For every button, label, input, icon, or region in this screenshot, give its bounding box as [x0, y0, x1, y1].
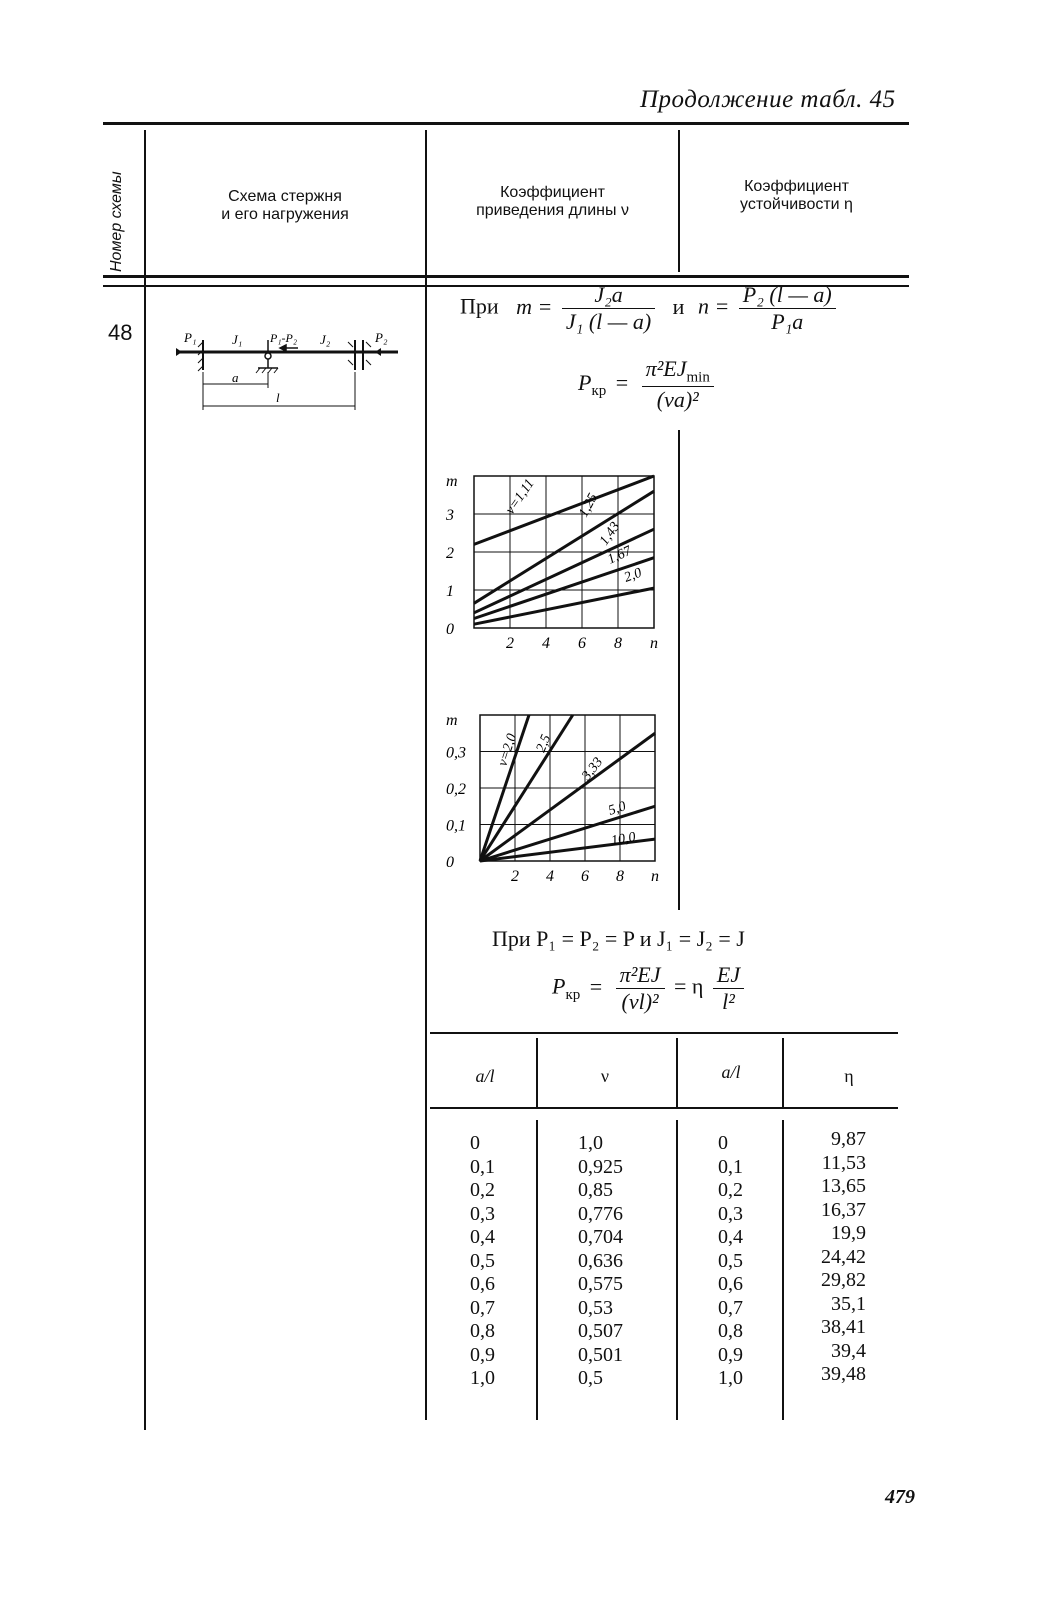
formula2-num-wrap [642, 356, 714, 387]
formula2-lhs: P [578, 369, 592, 395]
subtable-cell: 0,5 [578, 1367, 603, 1389]
formula4-den2: l² [722, 989, 735, 1014]
formula2-den: (νa)² [656, 387, 699, 413]
formula1-n-num: P₂ (l — a) [739, 282, 836, 309]
label-p1: P₁ [184, 330, 197, 345]
middle-pin [265, 353, 271, 359]
chart-nu-large [440, 460, 670, 660]
subtable-div-3 [782, 1038, 784, 1108]
subtable-cell: 38,41 [821, 1316, 866, 1338]
label-j2: J₂ [320, 332, 331, 347]
subtable-cell: 0,5 [470, 1249, 495, 1272]
subtable-cell: 0,8 [470, 1320, 495, 1342]
subtable-top-rule [430, 1032, 898, 1034]
x-tick-label: 6 [581, 868, 589, 885]
col-divider-1 [144, 130, 146, 1430]
subtable-cell: 0,2 [470, 1179, 495, 1201]
subtable-div-1b [536, 1120, 538, 1420]
x-tick-label: 4 [546, 868, 554, 885]
continuation-title: Продолжение табл. 45 [640, 86, 896, 113]
y-tick-label: 1 [446, 583, 454, 600]
subtable-header-eta: η [844, 1066, 854, 1086]
subtable-header-rule [430, 1107, 898, 1109]
subtable-cell: 0,85 [578, 1179, 613, 1201]
subtable-cell: 39,4 [831, 1339, 866, 1362]
formula1-pri: При [460, 293, 499, 319]
subtable-col-eta [814, 1128, 866, 1387]
y-tick-label: m [446, 473, 458, 490]
x-tick-label: 2 [511, 868, 519, 885]
series-label: 3,33 [579, 754, 607, 784]
subtable-cell: 1,0 [470, 1367, 495, 1389]
header-bottom-rule [103, 275, 909, 278]
beam-schematic [170, 320, 410, 420]
x-tick-label: n [651, 868, 659, 885]
y-tick-label: 0,1 [446, 817, 466, 835]
y-tick-label: m [446, 712, 458, 729]
formula1-m-eq: m = [516, 293, 553, 319]
header-scheme-line1: Схема стержня [228, 188, 342, 205]
subtable-header-nu: ν [600, 1066, 610, 1086]
subtable-cell: 0,9 [718, 1343, 743, 1366]
formula1-n-eq: n = [697, 293, 730, 319]
y-tick-label: 0,2 [446, 781, 466, 798]
formula4-eq2: = η [674, 973, 704, 999]
formula1-m-den: J₁ (l — a) [565, 309, 652, 334]
subtable-cell: 0,3 [718, 1202, 743, 1225]
subtable-cell: 9,87 [831, 1128, 866, 1150]
subtable-div-1 [536, 1038, 538, 1108]
subtable-cell: 11,53 [821, 1151, 866, 1174]
series-label: ν=1,11 [502, 476, 538, 518]
subtable-col-al-2 [718, 1132, 743, 1391]
subtable-cell: 0,2 [718, 1179, 743, 1201]
col-divider-3 [678, 130, 680, 272]
arrow-p1 [176, 348, 182, 356]
header-scheme-number: Номер схемы [108, 171, 125, 272]
subtable-cell: 0,8 [718, 1320, 743, 1342]
series-label: 1,43 [596, 519, 624, 549]
formula2-lhs-sub: кр [591, 383, 607, 400]
header-length-coef [430, 184, 675, 220]
subtable-cell: 0,575 [578, 1273, 623, 1295]
y-tick-label: 0,3 [446, 744, 466, 762]
subtable-cell: 0,7 [718, 1296, 743, 1319]
header-length-line2: приведения длины ν [476, 202, 629, 219]
x-tick-label: 6 [578, 635, 586, 652]
subtable-cell: 19,9 [831, 1222, 866, 1244]
subtable-cell: 39,48 [821, 1363, 866, 1385]
y-tick-label: 3 [446, 507, 454, 524]
subtable-cell: 0,704 [578, 1226, 623, 1248]
formula4-frac1 [616, 962, 665, 1015]
subtable-cell: 16,37 [821, 1198, 866, 1221]
formula1-n-frac [739, 282, 836, 335]
formula4-eq1: = [589, 973, 603, 999]
subtable-cell: 1,0 [718, 1367, 743, 1389]
formula1-m-frac [562, 282, 655, 335]
series-label: ν=2,0 [495, 732, 521, 769]
subtable-cell: 0,3 [470, 1202, 495, 1225]
formula2-num-sub: min [686, 369, 710, 386]
formula-pcr-eta [552, 962, 748, 1015]
label-a: a [232, 370, 239, 385]
formula2-frac [642, 356, 714, 413]
row-number: 48 [108, 320, 133, 345]
subtable-cell: 1,0 [578, 1132, 603, 1154]
formula4-num1: π²EJ [616, 962, 665, 989]
label-l: l [276, 390, 280, 405]
chart-nu-small [440, 705, 670, 895]
formula2-eq: = [615, 369, 629, 395]
x-tick-label: 8 [614, 635, 622, 652]
series-label: 2,5 [533, 732, 555, 755]
label-j1: J₁ [232, 332, 243, 347]
formula-pcr-min [578, 356, 718, 413]
header-stability-line2: устойчивости η [740, 196, 853, 213]
header-stability-line1: Коэффициент [744, 178, 849, 195]
subtable-header-al-1: a/l [475, 1066, 495, 1086]
series-label: 1,67 [605, 543, 634, 568]
series-line [474, 476, 654, 544]
subtable-div-3b [782, 1120, 784, 1420]
subtable-cell: 0 [470, 1132, 480, 1154]
formula-m-n [460, 282, 840, 335]
y-tick-label: 0 [446, 621, 454, 638]
page-number: 479 [885, 1486, 915, 1508]
x-tick-label: 2 [506, 635, 514, 652]
subtable-cell: 29,82 [821, 1269, 866, 1291]
series-label: 1,25 [576, 491, 602, 520]
subtable-cell: 24,42 [821, 1245, 866, 1268]
subtable-col-nu [578, 1132, 623, 1391]
header-stability-coef [684, 178, 909, 214]
formula4-lhs-sub: кр [565, 986, 581, 1003]
subtable-cell: 0,9 [470, 1343, 495, 1366]
col-divider-2 [425, 130, 427, 1420]
subtable-cell: 0 [718, 1132, 728, 1154]
subtable-cell: 0,1 [718, 1155, 743, 1178]
subtable-div-2 [676, 1038, 678, 1108]
subtable-cell: 0,53 [578, 1296, 613, 1319]
header-scheme [150, 188, 420, 224]
subtable-div-2b [676, 1120, 678, 1420]
formula4-frac2 [713, 962, 744, 1015]
subtable-cell: 0,6 [718, 1273, 743, 1295]
subtable-col-al-1 [470, 1132, 495, 1391]
subtable-cell: 0,4 [470, 1226, 495, 1248]
subtable-cell: 0,507 [578, 1320, 623, 1342]
subtable-cell: 35,1 [831, 1292, 866, 1315]
subtable-header-al-2: a/l [721, 1062, 741, 1082]
x-tick-label: 8 [616, 868, 624, 885]
label-p2: P₂ [375, 330, 388, 345]
arrow-p2 [375, 348, 381, 356]
subtable-cell: 0,6 [470, 1273, 495, 1295]
subtable-cell: 0,7 [470, 1296, 495, 1319]
subtable-cell: 0,1 [470, 1155, 495, 1178]
col-divider-3-lower [678, 430, 680, 910]
x-tick-label: n [650, 635, 658, 652]
header-length-line1: Коэффициент [500, 184, 605, 201]
subtable-cell: 0,501 [578, 1343, 623, 1366]
y-tick-label: 0 [446, 854, 454, 871]
subtable-cell: 0,776 [578, 1202, 623, 1225]
formula-equal-conditions: При P₁ = P₂ = P и J₁ = J₂ = J [492, 926, 745, 951]
header-scheme-line2: и его нагружения [221, 206, 349, 223]
formula1-and: и [672, 293, 685, 319]
formula4-num2: EJ [713, 962, 744, 989]
y-tick-label: 2 [446, 545, 454, 562]
formula2-num: π²EJ [645, 356, 687, 381]
label-p1p2: P₁-P₂ [270, 331, 297, 345]
formula4-lhs: P [552, 973, 566, 999]
formula1-n-den: P₁a [771, 309, 804, 334]
subtable-cell: 0,4 [718, 1226, 743, 1248]
subtable-cell: 13,65 [821, 1175, 866, 1197]
series-line [474, 588, 654, 624]
formula1-m-num: J₂a [562, 282, 655, 309]
x-tick-label: 4 [542, 635, 550, 652]
subtable-cell: 0,636 [578, 1249, 623, 1272]
header-top-rule [103, 122, 909, 125]
series-label: 10,0 [610, 829, 637, 849]
series-label: 2,0 [622, 565, 644, 586]
series-label: 5,0 [606, 799, 628, 819]
arrow-p1p2 [280, 345, 298, 351]
subtable-cell: 0,5 [718, 1249, 743, 1272]
formula4-den1: (νl)² [621, 989, 659, 1014]
subtable-cell: 0,925 [578, 1155, 623, 1178]
